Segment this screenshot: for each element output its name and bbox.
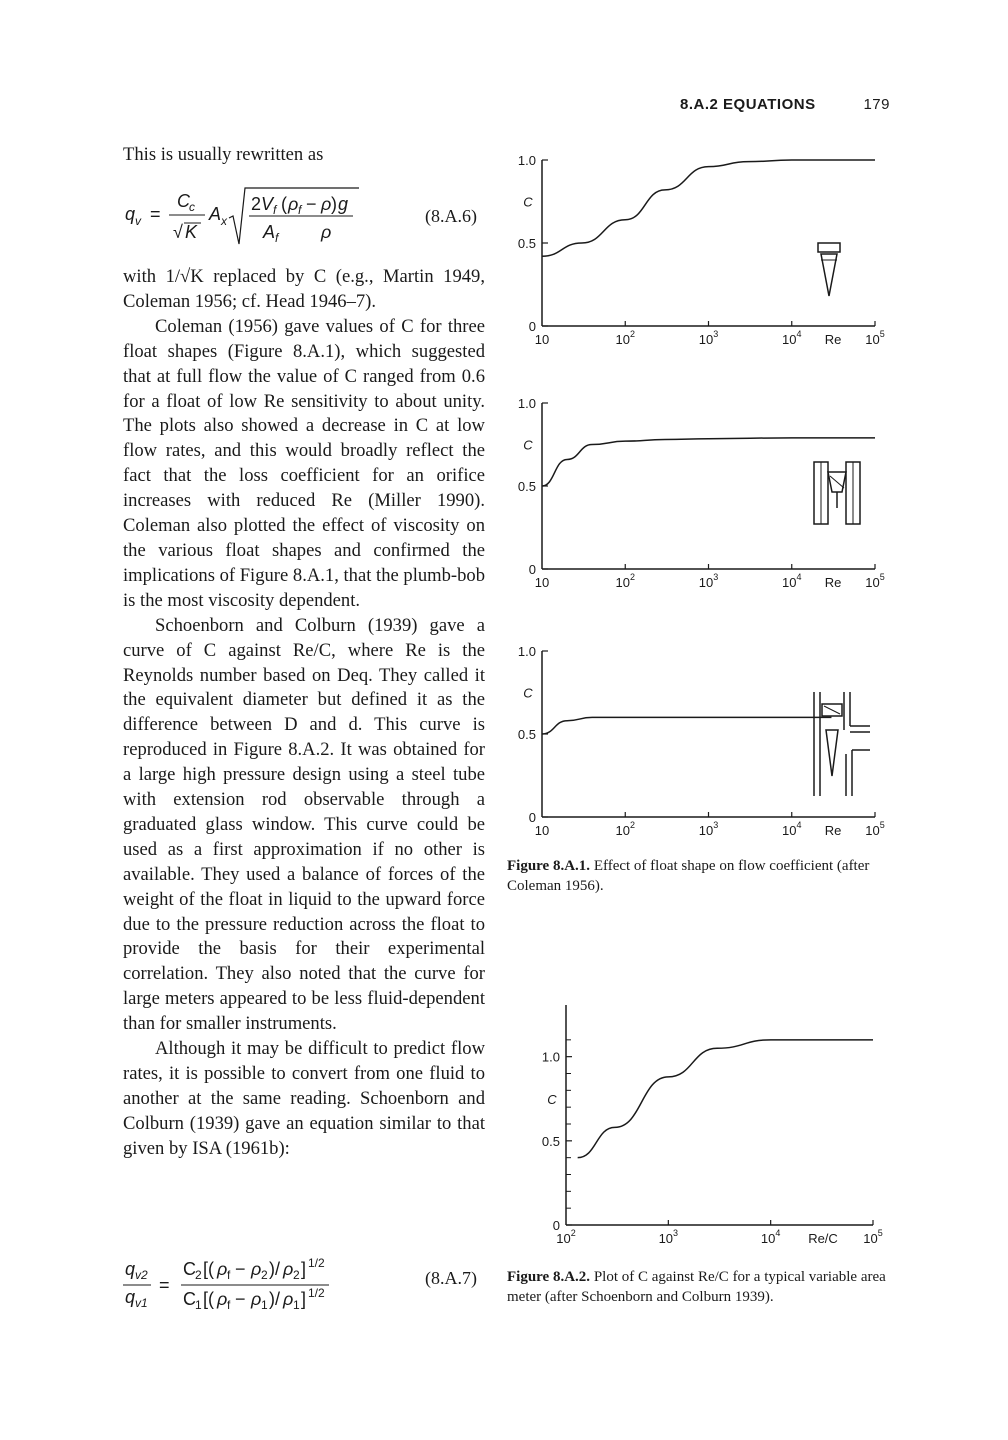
figure-8A1-caption [507,856,889,896]
svg-text:g: g [338,194,349,214]
svg-text:K: K [185,222,198,242]
page-number: 179 [863,96,890,113]
svg-text:A: A [209,204,222,224]
svg-text:2: 2 [261,1268,268,1282]
x-axis-label: Re [824,575,842,590]
x-tick-exponent: 5 [877,1228,883,1238]
svg-text:1/2: 1/2 [308,1286,325,1300]
svg-text:ρ: ρ [321,222,332,242]
svg-text:ρ: ρ [217,1259,228,1279]
svg-text:−: − [235,1259,246,1279]
y-axis-label: C [523,437,533,453]
x-tick-label: $10^3$ [658,1228,679,1246]
svg-text:): ) [331,194,337,214]
svg-text:1/2: 1/2 [308,1256,325,1270]
series-line [578,1040,873,1158]
x-tick-exponent: 5 [879,329,885,339]
svg-text:2: 2 [195,1268,202,1282]
svg-text:−: − [306,194,317,214]
svg-text:c: c [189,200,195,214]
x-tick-exponent: 2 [629,572,635,582]
paragraph-1: with 1/√K replaced by C (e.g., Martin 1949, Coleman 1956; cf. Head 1946–7). [123,266,485,312]
x-tick-label: $10^3$ [698,572,719,590]
paragraph-2: Coleman (1956) gave values of C for three float shapes (Figure 8.A.1), which suggested that at full flow the value of C ranged from 0.6 for a float of low Re sensitivity to about unity. The plots also showed a decrease in C at low flow rates, and this would broadly reflect the fact that the loss coefficient for an orifice increases with reduced Re (Miller 1990). Coleman also plotted the effect of viscosity on the various float shapes and confirmed the implications of Figure 8.A.1, that the plumb-bob is the most viscosity dependent. [123,315,486,611]
x-tick-label: $10^5$ [865,329,885,347]
svg-text:−: − [235,1289,246,1309]
plumb-bob-float-sketch [810,240,850,300]
svg-text:C: C [177,191,190,211]
svg-text:ρ: ρ [251,1289,262,1309]
svg-text:v2: v2 [135,1268,148,1282]
disc-float-sketch [808,690,876,800]
x-axis-label: Re [824,823,842,838]
y-tick-label: 0 [552,1218,560,1233]
svg-text:v1: v1 [135,1296,148,1310]
y-tick-label: 0 [528,319,536,334]
svg-text:]: ] [301,1289,307,1309]
x-tick-label: $10^2$ [556,1228,576,1246]
y-tick-label: 0 [528,562,536,577]
x-tick-exponent: 3 [713,572,719,582]
y-axis-label: C [523,685,533,701]
svg-text:ρ: ρ [251,1259,262,1279]
figure-8A2-caption [507,1267,889,1307]
y-axis-label: C [547,1091,557,1107]
svg-text:ρ: ρ [288,194,299,214]
x-tick-exponent: 2 [629,329,635,339]
svg-text:f: f [227,1268,231,1282]
x-tick-label: $10^2$ [615,820,635,838]
x-tick-exponent: 3 [713,329,719,339]
x-axis-label: Re [824,332,842,347]
x-tick-exponent: 2 [629,820,635,830]
svg-text:C: C [183,1289,196,1309]
svg-text:V: V [261,194,274,214]
y-axis-label: C [523,194,533,210]
y-tick-label: 0.5 [517,236,536,251]
x-tick-exponent: 2 [570,1228,576,1238]
figure-8A2-chart [500,990,900,1260]
equation-8A6-number: (8.A.6) [425,206,477,226]
series-line [542,717,831,734]
intro-paragraph: This is usually rewritten as [123,144,324,165]
svg-text:2: 2 [251,194,262,214]
paragraph-3: Schoenborn and Colburn (1939) gave a curve of C against Re/C, where Re is the Reynolds number based on Deq. They called it the equivalent diameter but defined it as the difference between D and d. This curve is reproduced in Figure 8.A.2. It was obtained for a large high pressure design using a steel tube with extension rod observable through a graduated glass window. This curve could be used as a first approximation if no other is available. They used a balance of forces of the weight of the float in liquid to the upward force due to the pressure reduction across the float to provide the basis for their experimental correlation. They also noted that the curve for large meters appeared to be less fluid-dependent than for smaller instruments. [123,614,485,1035]
svg-text:x: x [221,214,227,228]
y-tick-label: 1.0 [517,153,536,168]
equation-8A7-number: (8.A.7) [425,1268,477,1288]
svg-text:f: f [227,1298,231,1312]
x-tick-label: $10^3$ [698,329,719,347]
x-tick-label: $10^5$ [865,820,885,838]
svg-text:√: √ [173,222,183,242]
x-tick-exponent: 3 [713,820,719,830]
x-tick-label: $10^4$ [760,1228,781,1246]
svg-text:f: f [273,203,277,217]
x-tick-exponent: 4 [796,329,802,339]
figure-8A1-caption-label: Figure 8.A.1. [507,858,591,874]
x-axis-label: Re/C [808,1231,838,1246]
running-head [680,96,890,113]
svg-text:C: C [183,1259,196,1279]
svg-text:ρ: ρ [283,1259,294,1279]
x-tick-exponent: 4 [796,572,802,582]
x-tick-label: 10 [534,332,550,347]
svg-text:ρ: ρ [217,1289,228,1309]
chart-4 [542,1005,883,1246]
svg-text:)/: )/ [269,1289,280,1309]
svg-text:]: ] [301,1259,307,1279]
x-tick-label: $10^4$ [782,572,802,590]
svg-text:)/: )/ [269,1259,280,1279]
svg-text:1: 1 [195,1298,202,1312]
x-tick-exponent: 5 [879,820,885,830]
paragraph-4: Although it may be difficult to predict flow rates, it is possible to convert from one fluid to another at the same reading. Schoenborn and Colburn (1939) gave an equation similar to that given by ISA (1961b): [123,1038,485,1159]
y-tick-label: 0.5 [541,1133,560,1149]
svg-text:A: A [263,222,276,242]
x-tick-label: $10^5$ [865,572,885,590]
y-tick-label: 1.0 [517,644,536,659]
svg-text:q: q [125,1259,136,1279]
svg-text:1: 1 [293,1298,300,1312]
svg-text:ρ: ρ [321,194,332,214]
x-tick-exponent: 3 [673,1228,679,1238]
svg-text:=: = [159,1275,170,1295]
figure-8A1-caption-text: Effect of float shape on flow coefficient (after Coleman 1956). [507,858,870,894]
x-tick-label: $10^2$ [615,329,635,347]
svg-text:[(: [( [203,1259,214,1279]
y-tick-label: 1.0 [517,396,536,411]
x-tick-exponent: 5 [879,572,885,582]
body-text [123,265,485,1162]
svg-text:ρ: ρ [283,1289,294,1309]
section-title: 8.A.2 EQUATIONS [680,96,816,113]
x-tick-label: 10 [534,823,550,838]
svg-text:v: v [135,214,141,228]
svg-text:=: = [150,204,161,224]
svg-text:q: q [125,204,136,224]
x-tick-exponent: 4 [775,1228,781,1238]
x-tick-label: $10^3$ [698,820,719,838]
svg-text:(: ( [281,194,287,214]
svg-text:[(: [( [203,1289,214,1309]
x-tick-label: $10^4$ [782,820,802,838]
svg-text:q: q [125,1287,136,1307]
x-tick-label: 10 [534,575,550,590]
svg-text:f: f [298,203,302,217]
x-tick-exponent: 4 [796,820,802,830]
y-tick-label: 0.5 [517,727,536,742]
guided-float-sketch [812,458,864,526]
x-tick-label: $10^5$ [863,1228,883,1246]
svg-text:2: 2 [293,1268,300,1282]
y-tick-label: 0 [528,810,536,825]
figure-8A2-caption-label: Figure 8.A.2. [507,1269,591,1285]
figure-8A2-caption-text: Plot of C against Re/C for a typical variable area meter (after Schoenborn and Colburn 1939). [507,1269,886,1305]
y-tick-label: 1.0 [541,1049,560,1065]
svg-text:1: 1 [261,1298,268,1312]
x-tick-label: $10^4$ [782,329,802,347]
svg-text:f: f [275,231,279,245]
x-tick-label: $10^2$ [615,572,635,590]
intro-text [123,143,485,168]
y-tick-label: 0.5 [517,479,536,494]
